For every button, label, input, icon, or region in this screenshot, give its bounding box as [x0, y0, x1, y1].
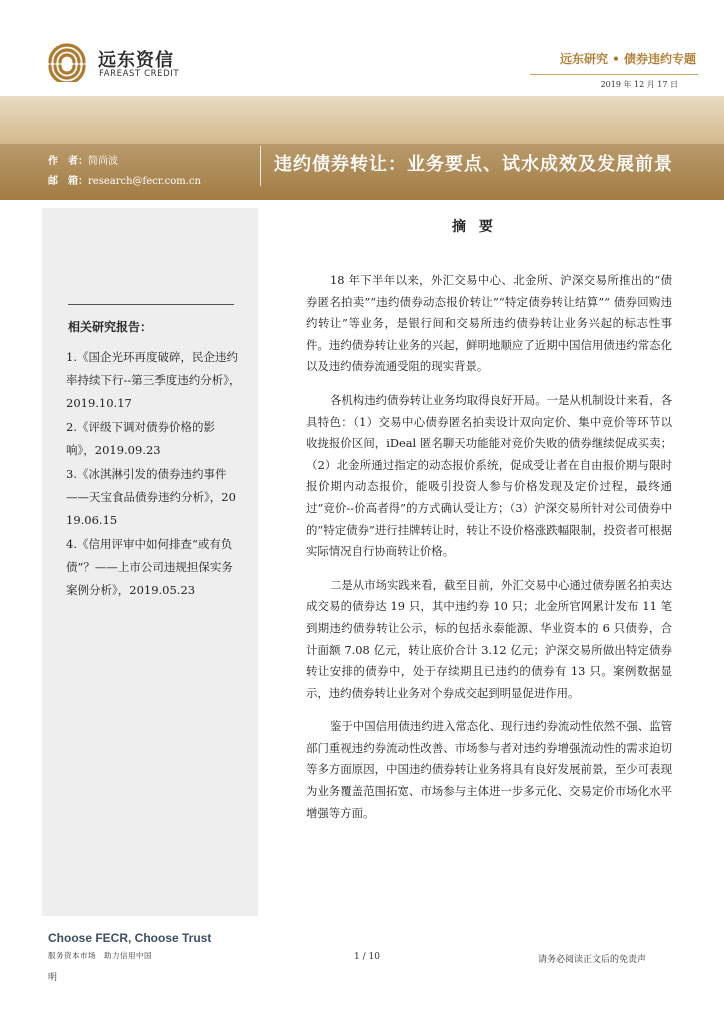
banner-divider	[260, 146, 261, 186]
related-report-item[interactable]: 4.《信用评审中如何排查“或有负债”？——上市公司违规担保实务案例分析》，2019.05.23	[66, 537, 233, 597]
disclaimer-note-tail: 明	[48, 973, 58, 983]
email-link[interactable]: research@fecr.com.cn	[88, 176, 201, 187]
abstract-body	[306, 270, 672, 836]
related-report-item[interactable]: 3.《冰淇淋引发的债券违约事件——天宝食品债券违约分析》，2019.06.15	[66, 467, 236, 527]
related-reports-list	[66, 346, 242, 603]
brand-name-en: FAREAST CREDIT	[99, 69, 180, 79]
related-report-item[interactable]: 2.《评级下调对债券价格的影响》，2019.09.23	[66, 420, 215, 457]
footer-slogan-cn: 服务资本市场 助力信用中国	[48, 951, 152, 960]
author-name: 简尚波	[88, 156, 118, 167]
page-title: 违约债券转让：业务要点、试水成效及发展前景	[274, 154, 673, 175]
email-line	[48, 172, 201, 187]
abstract-paragraph: 各机构违约债券转让业务均取得良好开局。一是从机制设计来看，各具特色：（1）交易中心债券匿名拍卖设计双向定价、集中竞价等环节以收拢报价区间，iDeal 匿名聊天功能能对竞价失败的债券继续促成买卖；（2）北金所通过指定的动态报价系统，促成受让者在自由报价期与限时报价期内动态报价，能吸引投资人参与价格发现及定价过程，最终通过“竞价--价高者得”的方式确认受让方；（3）沪深交易所针对公司债券中的“特定债券”进行挂牌转让时，转让不设价格涨跌幅限制，投资者可根据实际情况自行协商转让价格。	[306, 392, 672, 559]
footer-slogan-en: Choose FECR, Choose Trust	[48, 931, 212, 945]
email-label: 邮 箱：	[48, 176, 88, 187]
abstract-paragraph: 二是从市场实践来看，截至目前，外汇交易中心通过债券匿名拍卖达成交易的债券达 19 只，其中违约券 10 只；北金所官网累计发布 11 笔到期违约债券转让公示，标的包括永泰能源、华业资本的 6 只债券，合计面额 7.08 亿元，转让底价合计 3.12 亿元；沪深交易所做出特定债券转让安排的债券中，处于存续期且已违约的债券有 13 只。案例数据显示，违约债券转让业务对个券成交起到明显促进作用。	[306, 577, 672, 700]
related-reports-heading: 相关研究报告：	[68, 320, 153, 334]
page-number: 1 / 10	[354, 952, 380, 962]
report-date: 2019 年 12 月 17 日	[600, 80, 678, 89]
abstract-paragraph: 鉴于中国信用债违约进入常态化、现行违约券流动性依然不强、监管部门重视违约券流动性改善、市场参与者对违约券增强流动性的需求迫切等多方面原因，中国违约债券转让业务将具有良好发展前景，至少可表现为业务覆盖范围拓宽、市场参与主体进一步多元化、交易定价市场化水平增强等方面。	[306, 719, 672, 820]
fareast-logo-icon	[44, 42, 90, 82]
abstract-title: 摘 要	[452, 219, 497, 235]
author-line	[48, 152, 118, 167]
author-label: 作 者：	[48, 156, 88, 167]
abstract-paragraph: 18 年下半年以来，外汇交易中心、北金所、沪深交易所推出的“债券匿名拍卖”“违约债券动态报价转让”“特定债券转让结算”“ 债券回购违约转让”等业务，是银行间和交易所违约债券转让业务兴起的标志性事件。违约债券转让业务的兴起，鲜明地顺应了近期中国信用债违约常态化以及违约债券流通受阻的现实背景。	[306, 273, 672, 374]
report-series: 远东研究 • 债券违约专题	[559, 52, 696, 66]
brand-name-cn: 远东资信	[98, 50, 174, 71]
sidebar-rule	[68, 304, 234, 305]
brand-logo	[44, 42, 194, 86]
related-report-item[interactable]: 1.《国企光环再度破碎，民企违约率持续下行--第三季度违约分析》，2019.10.17	[66, 350, 241, 410]
disclaimer-note: 请务必阅读正文后的免责声	[538, 955, 647, 965]
header-rule	[530, 74, 698, 75]
